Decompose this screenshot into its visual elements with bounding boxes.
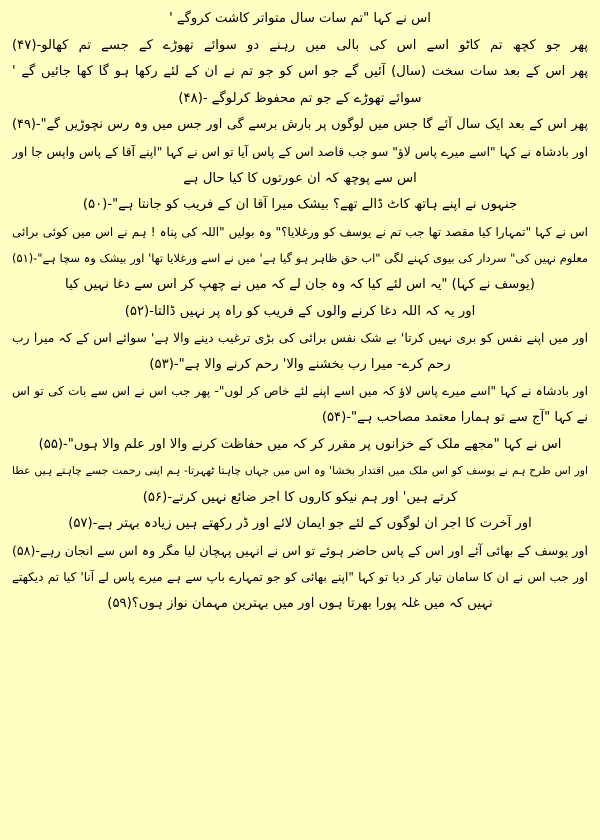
text-line: اور اس طرح ہم نے یوسف کو اس ملک میں اقتدار بخشا' وہ اس میں جہاں چاہتا ٹھہرتا- ہم اپنی رحمت جسے چاہتے ہیں عطا	[12, 464, 588, 478]
text-line: اس نے کہا "تمہارا کیا مقصد تھا جب تم نے یوسف کو ورغلایا؟" وہ بولیں "اللہ کی پناہ ! ہم نے اس میں کوئی برائی	[12, 224, 588, 239]
text-line: سوائے تھوڑے کے جو تم محفوظ کرلوگے -(۴۸)	[178, 90, 422, 106]
text-line: (یوسف نے کہا) "یہ اس لئے کیا کہ وہ جان لے کہ میں نے چھپ کر اس سے دغا نہیں کیا	[65, 276, 535, 292]
text-line: اور بادشاہ نے کہا "اسے میرے پاس لاؤ" سو جب قاصد اس کے پاس آیا تو اس نے کہا "اپنے آقا کے پاس واپس جا اور	[12, 144, 588, 159]
text-line: اور میں اپنے نفس کو بری نہیں کرتا' بے شک نفس برائی کی بڑی ترغیب دینے والا ہے' سوائے اس کے کہ میرا رب	[12, 331, 588, 346]
text-line: اور جب اس نے ان کا سامان تیار کر دیا تو کہا "اپنے بھائی کو جو تمہارے باپ سے ہے میرے پاس لے آنا' کیا تم دیکھتے	[12, 570, 588, 585]
text-line: پھر جو کچھ تم کاٹو اسے اس کی بالی میں رہنے دو سوائے تھوڑے کے جسے تم کھالو-(۴۷)	[12, 37, 588, 53]
text-line: اس نے کہا "تم سات سال متواتر کاشت کروگے '	[169, 11, 431, 26]
text-line: پھر اس کے بعد ایک سال آئے گا جس میں لوگوں پر بارش برسے گی اور جس میں وہ رس نچوڑیں گے"-(۴۹)	[12, 117, 588, 133]
text-line: اور یہ کہ اللہ دغا کرنے والوں کے فریب کو راہ پر نہیں ڈالتا-(۵۲)	[124, 303, 476, 319]
text-line: پھر اس کے بعد سات سخت (سال) آئیں گے جو اس کو جو تم نے ان کے لئے رکھا ہو گا کھا جائیں گے '	[12, 64, 588, 80]
text-line: رحم کرے- میرا رب بخشنے والا' رحم کرنے والا ہے"-(۵۳)	[149, 356, 451, 372]
text-line: اس نے کہا "مجھے ملک کے خزانوں پر مقرر کر کہ میں حفاظت کرنے والا اور علم والا ہوں"-(۵۵)	[38, 436, 562, 452]
text-line: نے کہا "آج سے تو ہمارا معتمد مصاحب ہے"-(۵۴)	[321, 409, 588, 425]
text-line: اور بادشاہ نے کہا "اسے میرے پاس لاؤ کہ میں اسے اپنے لئے خاص کر لوں"- پھر جب اس نے اس سے بات کی تو اس	[12, 384, 588, 399]
text-line: نہیں کہ میں غلہ پورا بھرتا ہوں اور میں بہترین مہمان نواز ہوں؟(۵۹)	[107, 596, 493, 612]
text-line: معلوم نہیں کی" سردار کی بیوی کہنے لگی "اب حق ظاہر ہو گیا ہے' میں نے اسے ورغلایا تھا' اور بیشک وہ سچا ہے"-(۵۱)	[12, 251, 588, 266]
text-line: اور آخرت کا اجر ان لوگوں کے لئے جو ایمان لائے اور ڈر رکھتے ہیں زیادہ بہتر ہے-(۵۷)	[68, 516, 532, 532]
text-line: اور یوسف کے بھائی آئے اور اس کے پاس حاضر ہوئے تو اس نے انہیں پہچان لیا مگر وہ اس سے انجان رہے-(۵۸)	[12, 542, 588, 558]
text-line: جنہوں نے اپنے ہاتھ کاٹ ڈالے تھے؟ بیشک میرا آقا ان کے فریب کو جانتا ہے"-(۵۰)	[82, 197, 518, 213]
text-line: کرتے ہیں' اور ہم نیکو کاروں کا اجر ضائع نہیں کرتے-(۵۶)	[142, 489, 458, 505]
text-line: اس سے پوچھ کہ ان عورتوں کا کیا حال ہے	[183, 170, 417, 186]
